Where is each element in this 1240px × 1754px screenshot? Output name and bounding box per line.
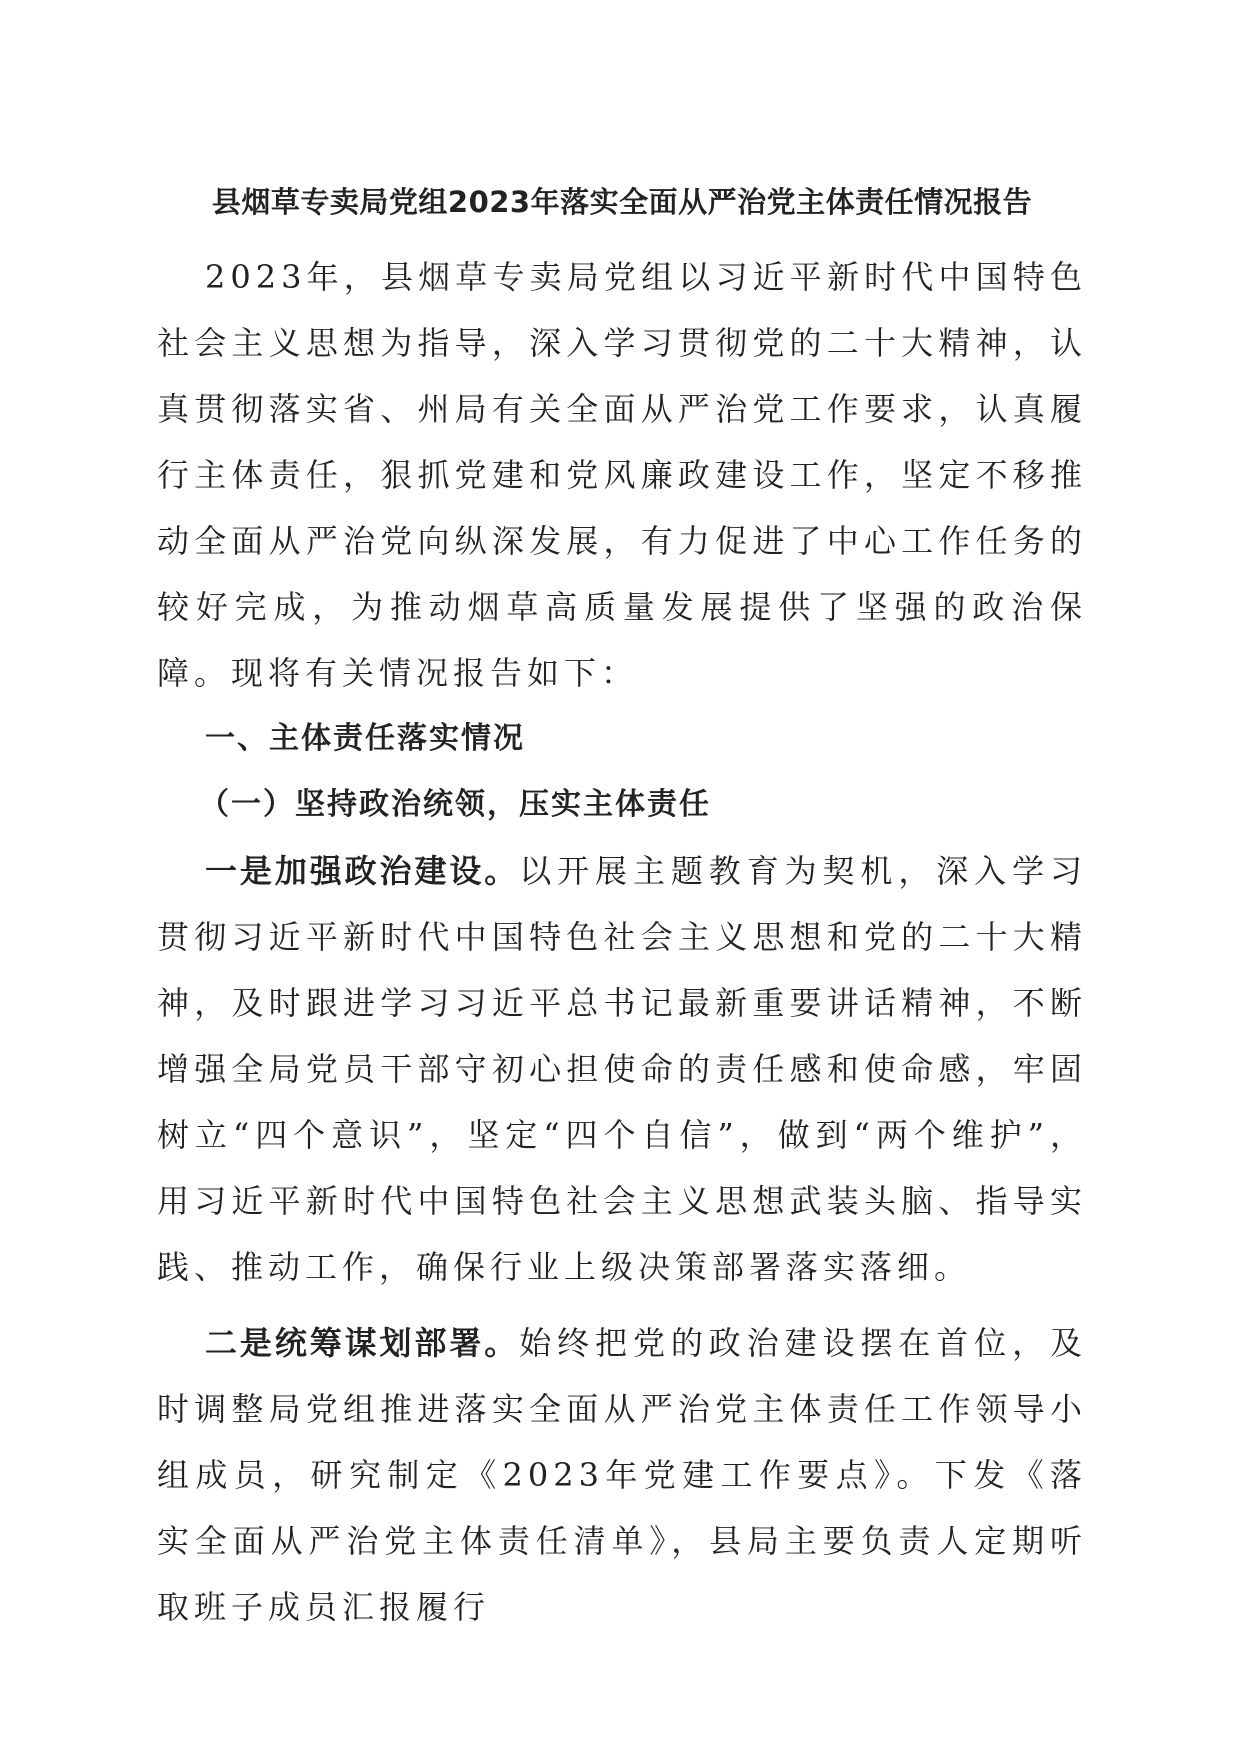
document-page: [157, 182, 1087, 1640]
point-body-2: 始终把党的政治建设摆在首位，及时调整局党组推进落实全面从严治党主体责任工作领导小组成员，研究制定《2023年党建工作要点》。下发《落实全面从严治党主体责任清单》，县局主要负责人定期听取班子成员汇报履行: [157, 1324, 1087, 1626]
paragraph-gap: [157, 1300, 1087, 1310]
point-lead-2: 二是统筹谋划部署。: [205, 1324, 520, 1362]
intro-paragraph: 2023年，县烟草专卖局党组以习近平新时代中国特色社会主义思想为指导，深入学习贯彻党的二十大精神，认真贯彻落实省、州局有关全面从严治党工作要求，认真履行主体责任，狠抓党建和党风廉政建设工作，坚定不移推动全面从严治党向纵深发展，有力促进了中心工作任务的较好完成，为推动烟草高质量发展提供了坚强的政治保障。现将有关情况报告如下：: [157, 258, 1087, 692]
point-body-1: 以开展主题教育为契机，深入学习贯彻习近平新时代中国特色社会主义思想和党的二十大精神，及时跟进学习习近平总书记最新重要讲话精神，不断增强全局党员干部守初心担使命的责任感和使命感，牢固树立“四个意识”，坚定“四个自信”，做到“两个维护”，用习近平新时代中国特色社会主义思想武装头脑、指导实践、推动工作，确保行业上级决策部署落实落细。: [157, 852, 1087, 1286]
section-heading-1: 一、主体责任落实情况: [205, 721, 525, 756]
subsection-heading-1: （一）坚持政治统领，压实主体责任: [199, 787, 711, 822]
point-paragraph-2: [157, 1310, 1087, 1640]
document-title: 县烟草专卖局党组2023年落实全面从严治党主体责任情况报告: [211, 185, 1033, 219]
point-paragraph-1: [157, 838, 1087, 1300]
point-lead-1: 一是加强政治建设。: [205, 852, 520, 890]
